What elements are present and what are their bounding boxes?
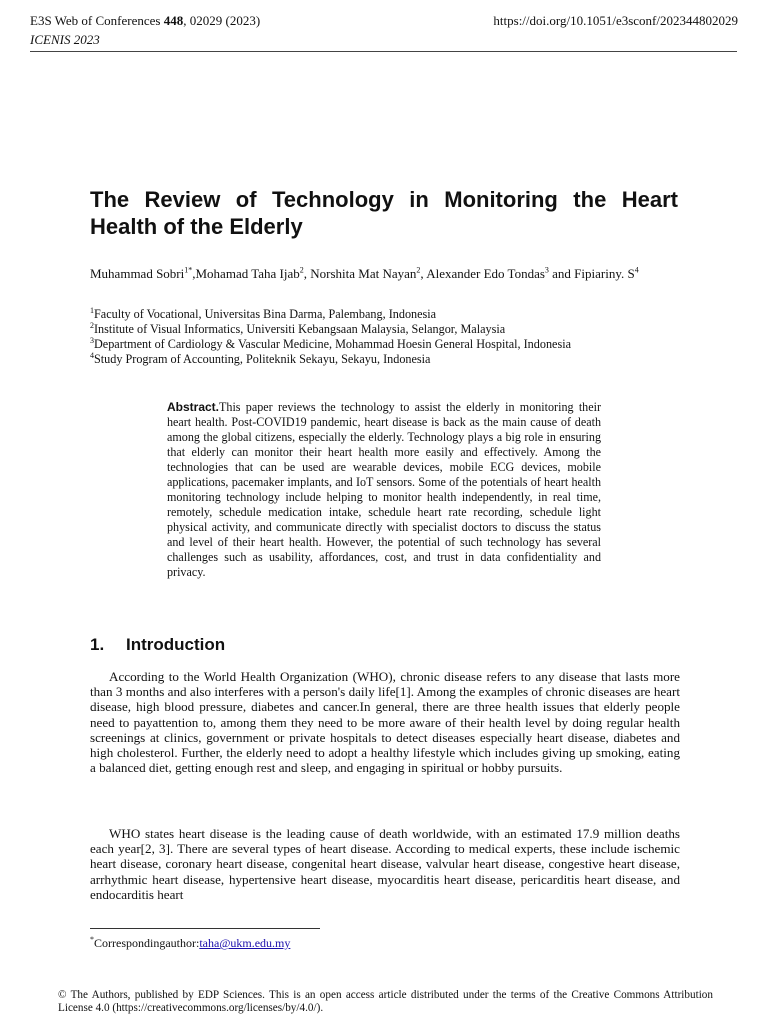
journal-issue-year: , 02029 (2023) xyxy=(183,13,261,28)
author-email-link[interactable]: taha@ukm.edu.my xyxy=(199,936,291,950)
author: , Alexander Edo Tondas$^3$ xyxy=(420,265,549,281)
conference-name: ICENIS 2023 xyxy=(30,32,100,47)
affiliation: $^4$Study Program of Accounting, Politeknik Sekayu, Sekayu, Indonesia xyxy=(90,350,431,366)
author-list xyxy=(90,266,678,282)
affiliation-list xyxy=(90,307,678,367)
abstract-text: This paper reviews the technology to assist the elderly in monitoring their heart health. Post-COVID19 pandemic, heart disease is back as the main cause of death among the global citizens, especially the elderly. Technology plays a big role in ensuring that elderly can monitor their heart health more easily and effectively. Among the technologies that can be used are wearable devices, mobile ECG devices, mobile applications, pacemaker implants, and IoT sensors. Some of the potentials of heart health monitoring technology include helping to monitor health independently, in real time, remotely, schedule medication intake, schedule heart rate recording, schedule light physical activity, and communicate directly with specialist doctors to discuss the status and level of their heart health. However, the potential of such technology has several challenges such as usability, affordances, cost, and trust in data confidentiality and privacy. xyxy=(167,400,601,579)
author: , Norshita Mat Nayan$^2$ xyxy=(303,265,421,281)
author: and Fipiariny. $S^4$ xyxy=(548,265,639,281)
header-divider xyxy=(30,51,737,52)
abstract-label: Abstract. xyxy=(167,400,220,414)
footnote-marker: * xyxy=(90,935,94,944)
section-heading xyxy=(90,634,225,656)
body-paragraph: According to the World Health Organization (WHO), chronic disease refers to any disease that lasts more than 3 months and also interferes with a person's daily life[1]. Among the examples of chronic diseases are heart disease, high blood pressure, diabetes and cancer.In general, there are three health issues that elderly people need to payattention to, among them they need to be more aware of their health level by doing regular health screenings at clinics, government or private hospitals to detect diseases especially heart disease, diabetes and high cholesterol. Further, the elderly need to adopt a healthy lifestyle which includes giving up smoking, eating a balanced diet, getting enough rest and sleep, and engaging in spiritual or hobby pursuits. xyxy=(90,669,680,776)
footnote-divider xyxy=(90,928,320,929)
journal-name: E3S Web of Conferences xyxy=(30,13,164,28)
footnote xyxy=(90,936,290,951)
body-paragraph: WHO states heart disease is the leading cause of death worldwide, with an estimated 17.9 million deaths each year[2, 3]. There are several types of heart disease. According to medical experts, these include ischemic heart disease, coronary heart disease, congenital heart disease, valvular heart disease, congestive heart disease, arrhythmic heart disease, hypertensive heart disease, myocarditis heart disease, pericarditis heart disease, and endocarditis heart xyxy=(90,826,680,902)
author: ,Mohamad Taha Ijab$^2$ xyxy=(192,265,304,281)
journal-volume: 448 xyxy=(163,13,184,28)
affiliation: $^3$Department of Cardiology & Vascular Medicine, Mohammad Hoesin General Hospital, Indonesia xyxy=(90,335,571,351)
author: Muhammad Sobri$^{1*}$ xyxy=(90,265,193,281)
doi-link[interactable]: https://doi.org/10.1051/e3sconf/202344802029 xyxy=(493,13,738,28)
section-title: Introduction xyxy=(126,635,226,654)
section-number: 1. xyxy=(90,635,105,654)
affiliation: $^1$Faculty of Vocational, Universitas Bina Darma, Palembang, Indonesia xyxy=(90,305,437,321)
footnote-label: Correspondingauthor: xyxy=(94,936,200,950)
abstract xyxy=(167,400,601,580)
paper-title: The Review of Technology in Monitoring the Heart Health of the Elderly xyxy=(90,187,678,239)
journal-citation xyxy=(30,13,260,29)
affiliation: $^2$Institute of Visual Informatics, Universiti Kebangsaan Malaysia, Selangor, Malaysia xyxy=(90,320,506,336)
license-notice: © The Authors, published by EDP Sciences. This is an open access article distributed under the terms of the Creative Commons Attribution License 4.0 (https://creativecommons.org/licenses/by/4.0/). xyxy=(58,989,713,1014)
